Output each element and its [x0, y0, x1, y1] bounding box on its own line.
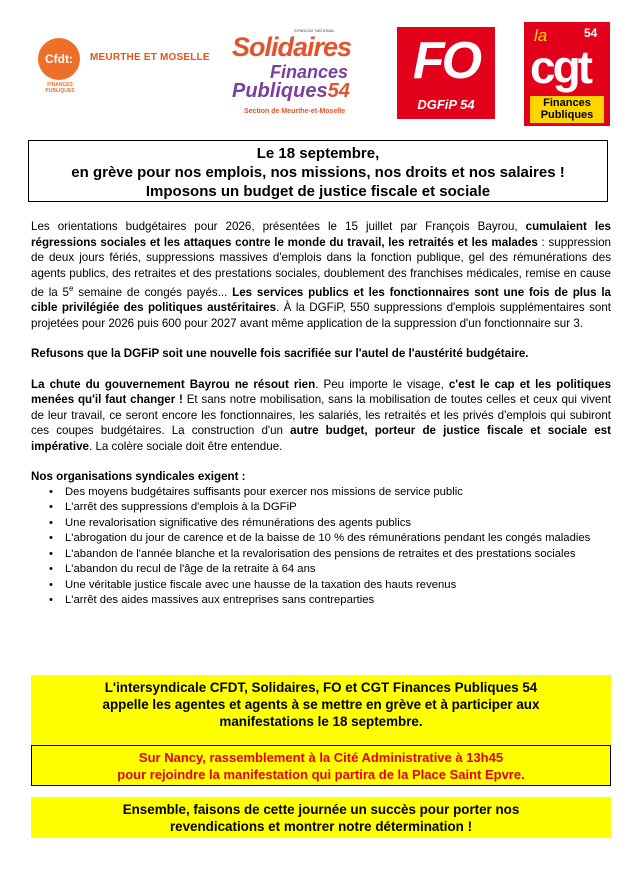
solidaires-finances: Finances [270, 62, 349, 82]
p3-text-2: Et sans notre mobilisation, sans la mobilisation de toutes celles et ceux qui vivent de leur travail, ce seront encore les fonctionnaires, les salariés, les retraités et les privés d'emplois qui subiront ces coupes budgétaires. La construction d'un [31, 393, 611, 438]
list-item: • L'abrogation du jour de carence et de la baisse de 10 % des rémunérations pendant les congés maladies [65, 531, 611, 547]
intersyndicale-callout [31, 675, 611, 745]
solidaires-publiques [232, 80, 350, 103]
cgt-la: la [534, 26, 548, 45]
list-item: • L'arrêt des suppressions d'emplois à la DGFiP [65, 500, 611, 516]
list-item: • L'abandon du recul de l'âge de la retraite à 64 ans [65, 562, 611, 578]
p3-bold-2: c'est le cap et les politiques menées qu'il faut changer ! [31, 377, 612, 407]
list-item: • Des moyens budgétaires suffisants pour exercer nos missions de service public [65, 485, 611, 501]
cgt-word: cgt [530, 41, 590, 93]
demands-title: Nos organisations syndicales exigent : [31, 470, 246, 484]
solidaires-logo [230, 28, 370, 120]
cfdt-region: MEURTHE ET MOSELLE [90, 52, 210, 63]
cgt-fp-line1: Finances [543, 97, 591, 109]
nancy-rally-callout [31, 745, 611, 786]
title-line-3: Imposons un budget de justice fiscale et sociale [145, 183, 491, 200]
list-item: • Une revalorisation significative des rémunérations des agents publics [65, 516, 611, 532]
solidaires-num: 54 [327, 80, 350, 102]
cfdt-mark: Cfdt: [45, 52, 73, 66]
p2-bold: Refusons que la DGFiP soit une nouvelle fois sacrifiée sur l'autel de l'austérité budgétaire. [31, 347, 529, 361]
closing-callout [31, 797, 611, 838]
p1-text-4: . À la DGFiP, 550 suppressions d'emplois supplémentaires sont projetées pour 2026 puis 600 pour 2027 avant même application de la suppression d'un fonctionnaire sur 3. [31, 301, 611, 330]
p3-bold-1: La chute du gouvernement Bayrou ne résout rien [31, 377, 316, 391]
paragraph-chute [31, 377, 611, 455]
p1-bold-2: Les services publics et les fonctionnaires sont une fois de plus la cible privilégiée des politiques austéritaires [31, 285, 611, 315]
paragraph-budget [31, 219, 611, 331]
callout-line-2: appelle les agentes et agents à se mettre en grève et à participer aux [102, 697, 540, 712]
closing-line-1: Ensemble, faisons de cette journée un succès pour porter nos [122, 802, 520, 817]
callout-line-3: manifestations le 18 septembre. [219, 714, 423, 729]
list-item: • L'abandon de l'année blanche et la revalorisation des pensions de retraites et des prestations sociales [65, 547, 611, 563]
p3-bold-3: autre budget, porteur de justice fiscale et sociale est impérative [31, 424, 611, 453]
fo-big: FO [412, 32, 480, 90]
title-line-1: Le 18 septembre, [256, 145, 380, 162]
p1-text-1: Les orientations budgétaires pour 2026, présentées le 15 juillet par François Bayrou, [31, 220, 526, 233]
demands-list [31, 485, 611, 609]
fo-small: DGFiP 54 [417, 97, 475, 112]
title-line-2: en grève pour nos emplois, nos missions, nos droits et nos salaires ! [71, 164, 565, 181]
p3-text-1: . Peu importe le visage, [315, 377, 449, 391]
body-text [31, 219, 611, 609]
callout-line-1: L'intersyndicale CFDT, Solidaires, FO et CGT Finances Publiques 54 [104, 680, 538, 695]
rally-line-2: pour rejoindre la manifestation qui partira de la Place Saint Epvre. [117, 767, 525, 782]
p1-sup: e [68, 284, 74, 293]
fo-logo [397, 27, 495, 119]
p1-text-2: : suppression de deux jours fériés, suppressions massives d'emplois dans la fonction publique, gel des rémunérations des agents publics, des retraites et des prestations sociales, doublement des franchises médicales, remise en cause de la 5 [31, 235, 611, 299]
cfdt-logo [38, 38, 80, 80]
p1-text-3: semaine de congés payés... [73, 285, 233, 299]
paragraph-refusons [31, 346, 611, 362]
cgt-fp-line2: Publiques [540, 109, 594, 121]
solidaires-word: Solidaires [232, 32, 352, 62]
closing-line-2: revendications et montrer notre détermination ! [169, 819, 473, 834]
cfdt-subtitle: FINANCES PUBLIQUES [45, 82, 75, 94]
solidaires-section: Section de Meurthe-et-Moselle [244, 108, 346, 115]
solidaires-publiques-word: Publiques [232, 80, 328, 102]
cgt-num: 54 [584, 26, 598, 40]
solidaires-national: SYNDICAT NATIONAL [294, 28, 335, 33]
list-item: • L'arrêt des aides massives aux entreprises sans contreparties [65, 593, 611, 609]
rally-line-1: Sur Nancy, rassemblement à la Cité Administrative à 13h45 [138, 750, 504, 765]
logo-strip [0, 0, 631, 138]
cgt-finances-publiques [530, 96, 604, 123]
title-box [28, 140, 608, 202]
p3-text-3: . La colère sociale doit être entendue. [89, 439, 283, 453]
list-item: • Une véritable justice fiscale avec une hausse de la taxation des hauts revenus [65, 578, 611, 594]
p1-bold-1: cumulaient les régressions sociales et les attaques contre le monde du travail, les retraités et les malades [31, 220, 611, 249]
cgt-logo [524, 22, 610, 126]
